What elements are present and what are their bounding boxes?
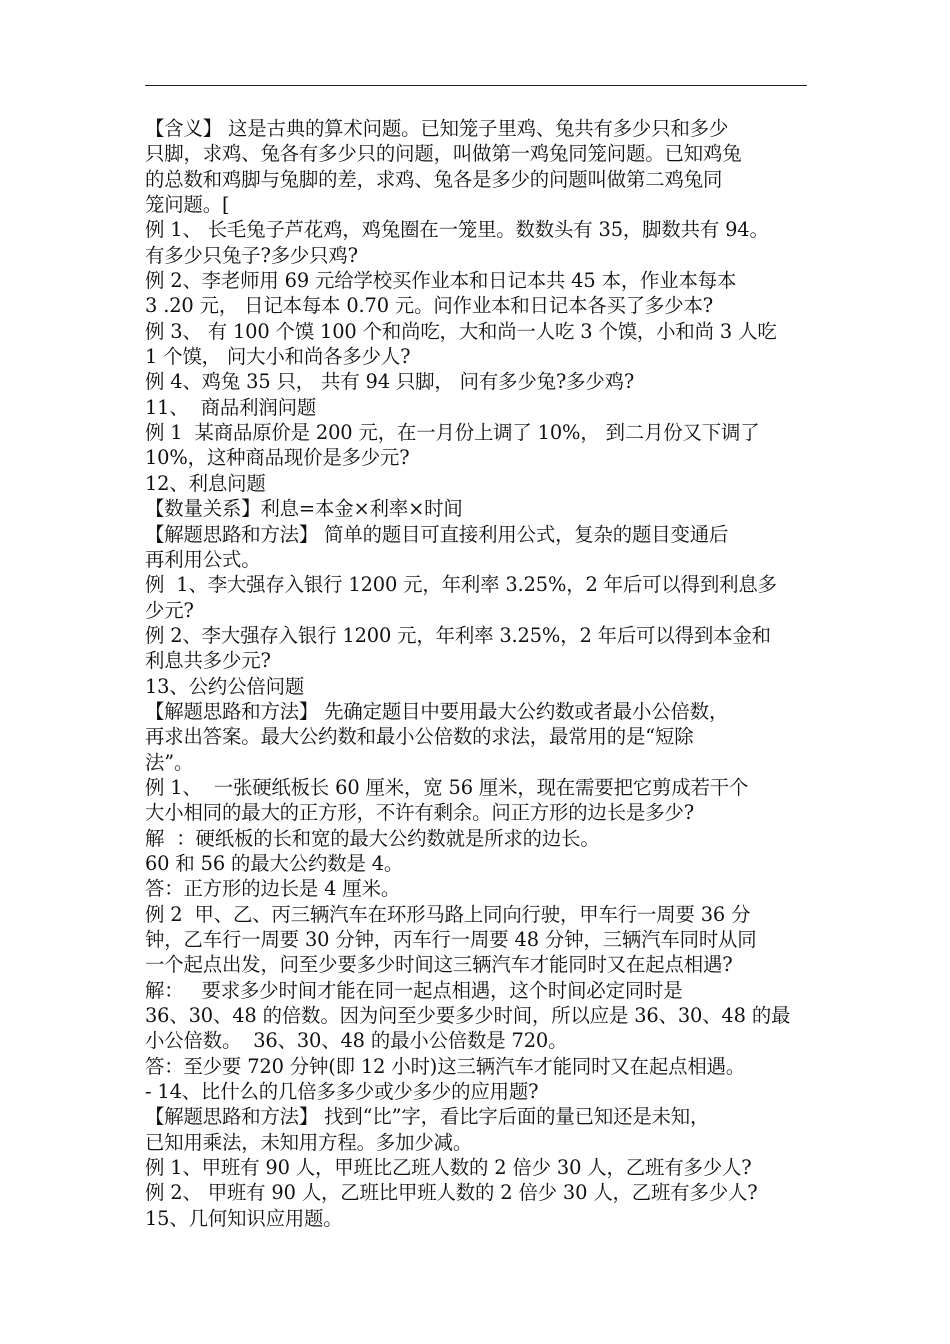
header-rule [145,85,807,86]
text-line: 再利用公式。 [145,547,261,571]
text-line: 3 .20 元， 日记本每本 0.70 元。问作业本和日记本各买了多少本? [145,294,713,318]
text-line: 答：正方形的边长是 4 厘米。 [145,877,401,901]
section-heading: 12、利息问题 [145,471,266,495]
section-heading: - 14、比什么的几倍多多少或少多少的应用题? [145,1080,539,1104]
text-line: 【解题思路和方法】 简单的题目可直接利用公式，复杂的题目变通后 [145,522,729,546]
text-line: 一个起点出发，问至少要多少时间这三辆汽车才能同时又在起点相遇? [145,953,733,977]
text-line: 【数量关系】利息=本金×利率×时间 [145,497,463,521]
section-heading: 13、公约公倍问题 [145,674,305,698]
text-line: 利息共多少元? [145,649,271,673]
text-line: 例 2 甲、乙、丙三辆汽车在环形马路上同向行驶，甲车行一周要 36 分 [145,902,751,926]
text-line: 有多少只兔子?多少只鸡? [145,243,358,267]
text-line: 例 1、李大强存入银行 1200 元，年利率 3.25%，2 年后可以得到利息多 [145,573,777,597]
text-line: 已知用乘法，未知用方程。多加少减。 [145,1130,473,1154]
text-line: 例 1、甲班有 90 人，甲班比乙班人数的 2 倍少 30 人，乙班有多少人? [145,1156,752,1180]
text-line: 10%，这种商品现价是多少元? [145,446,410,470]
text-line: 60 和 56 的最大公约数是 4。 [145,851,404,875]
text-line: 的总数和鸡脚与兔脚的差，求鸡、兔各是多少的问题叫做第二鸡兔同 [145,167,723,191]
text-line: 解： 要求多少时间才能在同一起点相遇，这个时间必定同时是 [145,978,683,1002]
text-line: 1 个馍， 问大小和尚各多少人? [145,345,411,369]
text-line: 【含义】 这是古典的算术问题。已知笼子里鸡、兔共有多少只和多少 [145,117,729,140]
text-line: 例 1、 长毛兔子芦花鸡，鸡兔圈在一笼里。数数头有 35，脚数共有 94。 [145,218,769,242]
section-heading: 15、几何知识应用题。 [145,1206,343,1230]
text-line: 只脚，求鸡、兔各有多少只的问题，叫做第一鸡兔同笼问题。已知鸡兔 [145,142,742,166]
text-line: 36、30、48 的倍数。因为问至少要多少时间，所以应是 36、30、48 的最 [145,1004,791,1028]
text-line: 再求出答案。最大公约数和最小公倍数的求法，最常用的是“短除 [145,725,694,749]
text-line: 【解题思路和方法】 先确定题目中要用最大公约数或者最小公倍数， [145,699,729,723]
text-line: 【解题思路和方法】 找到“比”字，看比字后面的量已知还是未知， [145,1105,710,1129]
text-line: 例 1、 一张硬纸板长 60 厘米，宽 56 厘米，现在需要把它剪成若干个 [145,775,749,799]
text-line: 例 2、李大强存入银行 1200 元，年利率 3.25%，2 年后可以得到本金和 [145,623,771,647]
document-body [145,116,825,1231]
text-line: 法”。 [145,750,194,774]
text-line: 解 ：硬纸板的长和宽的最大公约数就是所求的边长。 [145,826,600,850]
text-line: 例 2、李老师用 69 元给学校买作业本和日记本共 45 本，作业本每本 [145,269,737,293]
section-heading: 11、 商品利润问题 [145,395,317,419]
text-line: 例 4、鸡兔 35 只， 共有 94 只脚， 问有多少兔?多少鸡? [145,370,635,394]
text-line: 答：至少要 720 分钟(即 12 小时)这三辆汽车才能同时又在起点相遇。 [145,1054,746,1078]
text-line: 大小相同的最大的正方形，不许有剩余。问正方形的边长是多少? [145,801,694,825]
text-line: 例 1 某商品原价是 200 元，在一月份上调了 10%， 到二月份又下调了 [145,421,760,445]
text-line: 小公倍数。 36、30、48 的最小公倍数是 720。 [145,1029,568,1053]
text-line: 笼问题。[ [145,193,230,217]
text-line: 少元? [145,598,194,622]
text-line: 例 3、 有 100 个馍 100 个和尚吃，大和尚一人吃 3 个馍，小和尚 3 人吃 [145,319,777,343]
text-line: 钟，乙车行一周要 30 分钟，丙车行一周要 48 分钟，三辆汽车同时从同 [145,928,757,951]
text-line: 例 2、 甲班有 90 人，乙班比甲班人数的 2 倍少 30 人，乙班有多少人? [145,1181,758,1205]
